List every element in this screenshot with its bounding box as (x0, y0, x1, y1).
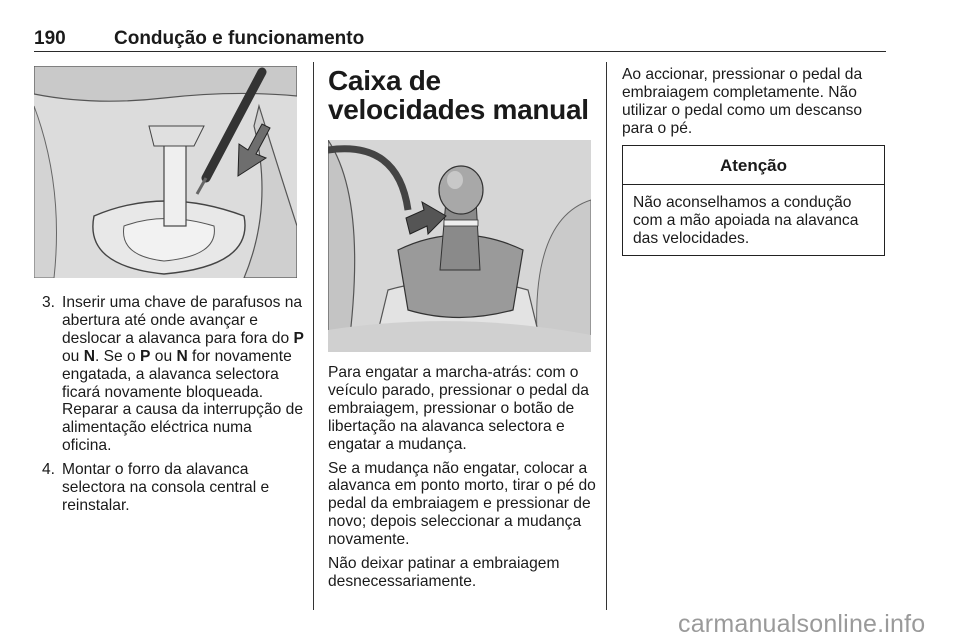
column-3-paragraph: Ao accionar, pressionar o pedal da embraiagem completamente. Não utilizar o pedal como um descanso para o pé. (622, 66, 863, 137)
gear-lever-illustration (328, 140, 591, 352)
notice-heading: Atenção (623, 146, 884, 185)
page-header (34, 0, 886, 52)
step-text: . Se o (94, 347, 141, 365)
section-title: Caixa de velocidades manual (328, 65, 589, 125)
page-number: 190 (34, 28, 66, 49)
step-text: for novamente engatada, a alavanca selectora ficará novamente bloqueada. Reparar a causa da interrupção de alimentação eléctrica numa oficina. (62, 347, 303, 455)
gear-label-n: N (83, 347, 95, 365)
step-text: Inserir uma chave de parafusos na abertura até onde avançar e deslocar a alavanca para fora do (62, 294, 303, 347)
gear-lever-drawing (328, 140, 591, 352)
selector-lever-drawing (34, 66, 297, 278)
instruction-steps (42, 294, 304, 521)
gear-label-p: P (140, 347, 151, 365)
gear-label-n: N (176, 347, 188, 365)
selector-lever-illustration (34, 66, 297, 278)
step-text: Montar o forro da alavanca selectora na consola central e reinstalar. (62, 461, 270, 514)
step-number: 3. (42, 294, 56, 311)
step-number: 4. (42, 461, 56, 479)
step-text: ou (150, 347, 177, 365)
step-text: ou (62, 347, 84, 365)
paragraph: Para engatar a marcha-atrás: com o veículo parado, pressionar o pedal da embraiagem, pressionar o botão de libertação na alavanca selectora e engatar a mudança. (328, 364, 589, 453)
running-title: Condução e funcionamento (114, 28, 365, 49)
gear-label-p: P (293, 329, 304, 347)
column-2-text (328, 364, 596, 597)
column-divider (313, 62, 314, 610)
column-divider (606, 62, 607, 610)
paragraph: Se a mudança não engatar, colocar a alavanca em ponto morto, tirar o pé do pedal da embraiagem e pressionar de novo; depois seleccionar a mudança novamente. (328, 459, 596, 549)
list-item (42, 294, 304, 455)
watermark: carmanualsonline.info (678, 610, 926, 638)
list-item (42, 461, 304, 515)
notice-body: Não aconselhamos a condução com a mão apoiada na alavanca das velocidades. (633, 194, 859, 247)
notice-box (622, 145, 885, 256)
paragraph: Não deixar patinar a embraiagem desnecessariamente. (328, 555, 560, 590)
